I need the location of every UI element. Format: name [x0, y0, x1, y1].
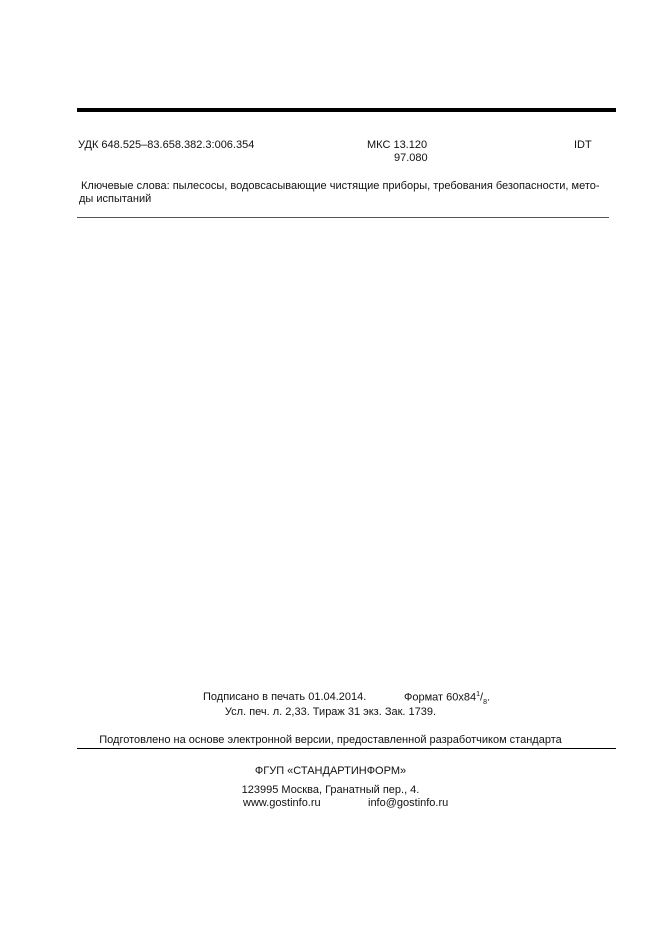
mks-code-line1: МКС 13.120: [367, 139, 428, 151]
paper-format: Формат $60x84^1/_8$.: [404, 691, 491, 706]
format-prefix: Формат 60x84: [404, 691, 477, 704]
publisher-name: ФГУП «СТАНДАРТИНФОРМ»: [254, 765, 407, 777]
format-denominator: 8: [483, 698, 487, 706]
idt-label: IDT: [574, 139, 592, 151]
website-link[interactable]: www.gostinfo.ru: [243, 797, 321, 809]
format-numerator: 1: [476, 691, 481, 698]
signed-date: Подписано в печать 01.04.2014.: [203, 691, 367, 703]
email-link[interactable]: info@gostinfo.ru: [368, 797, 449, 809]
keywords-line2: ды испытаний: [79, 193, 152, 205]
print-info: Усл. печ. л. 2,33. Тираж 31 экз. Зак. 1739.: [224, 706, 437, 718]
keywords-line1: Ключевые слова: пылесосы, водовсасывающие чистящие приборы, требования безопасности, мето-: [81, 180, 600, 192]
publisher-address: 123995 Москва, Гранатный пер., 4.: [241, 784, 420, 796]
udk-code: УДК 648.525–83.658.382.3:006.354: [78, 139, 255, 151]
prepared-note: Подготовлено на основе электронной версии, предоставленной разработчиком стандарта: [99, 734, 562, 746]
keywords-rule: [77, 217, 609, 218]
format-suffix: .: [486, 691, 491, 704]
footer-rule: [77, 748, 616, 749]
mks-code-line2: 97.080: [394, 152, 428, 164]
top-thick-rule: [77, 108, 616, 112]
